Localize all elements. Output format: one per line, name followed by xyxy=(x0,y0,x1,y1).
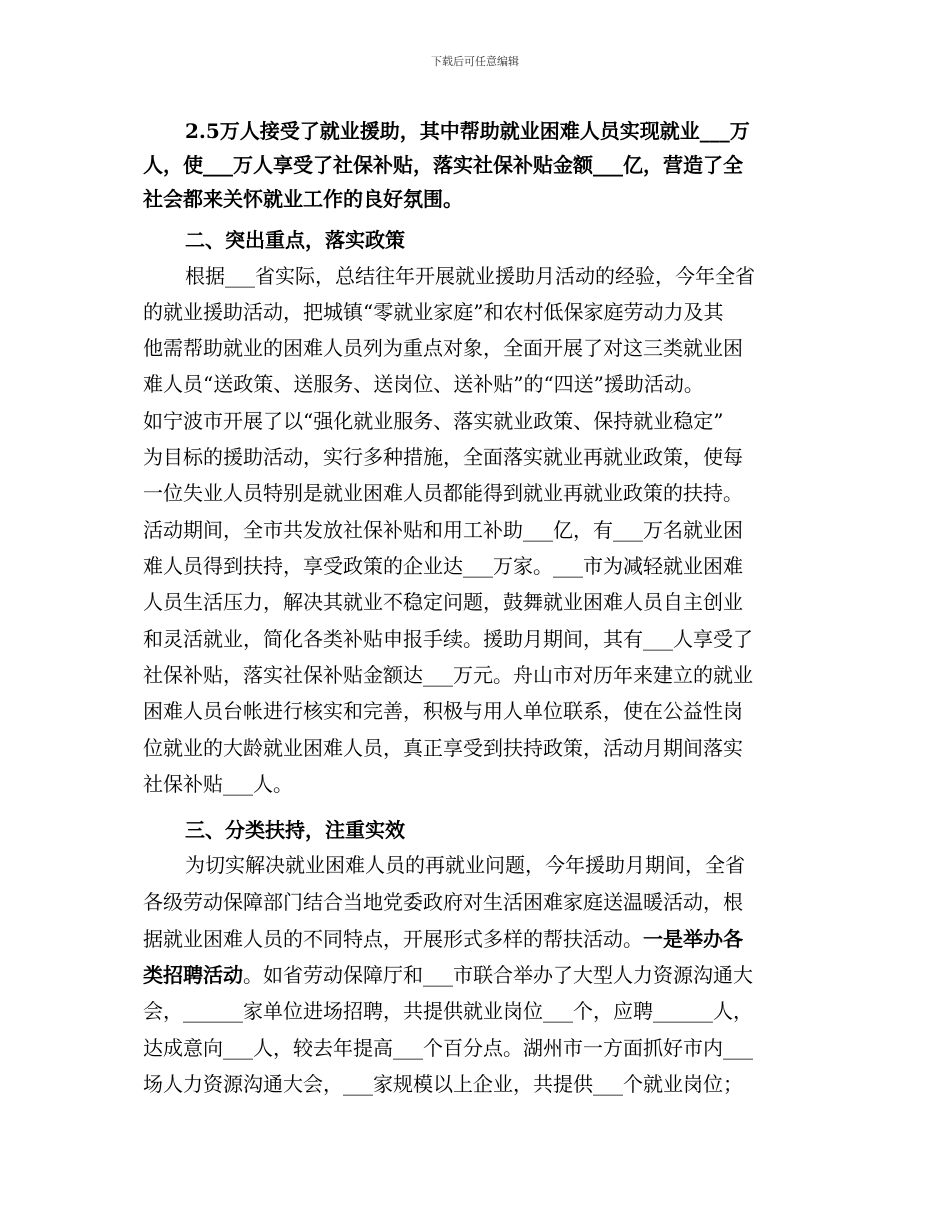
body-line-18: 位就业的大龄就业困难人员，真正享受到扶持政策，活动月期间落实 xyxy=(143,736,743,760)
body-line-10: 为目标的援助活动，实行多种措施，全面落实就业再就业政策，使每 xyxy=(143,445,743,469)
body-line-23 xyxy=(143,927,743,951)
body-line-1: 2.5万人接受了就业援助，其中帮助就业困难人员实现就业___万 xyxy=(185,119,750,143)
body-line-12: 活动期间，全市共发放社保补贴和用工补助___亿，有___万名就业困 xyxy=(143,518,743,542)
body-line-5: 根据___省实际，总结往年开展就业援助月活动的经验，今年全省 xyxy=(185,264,755,288)
body-line-24-text: 。如省劳动保障厅和___市联合举办了大型人力资源沟通大 xyxy=(243,963,753,987)
bold-phrase-part-1: 一是举办各 xyxy=(643,927,743,951)
body-line-13: 难人员得到扶持，享受政策的企业达___万家。___市为减轻就业困难 xyxy=(143,554,743,578)
body-line-27: 场人力资源沟通大会，___家规模以上企业，共提供___个就业岗位； xyxy=(143,1072,743,1096)
body-line-16: 社保补贴，落实社保补贴金额达___万元。舟山市对历年来建立的就业 xyxy=(143,663,753,687)
body-line-24 xyxy=(143,963,753,987)
body-line-17: 困难人员台帐进行核实和完善，积极与用人单位联系，使在公益性岗 xyxy=(143,699,743,723)
section-heading-2: 二、突出重点，落实政策 xyxy=(185,228,405,252)
body-line-11: 一位失业人员特别是就业困难人员都能得到就业再就业政策的扶持。 xyxy=(143,481,743,505)
body-line-7: 他需帮助就业的困难人员列为重点对象，全面开展了对这三类就业困 xyxy=(143,336,743,360)
body-line-19: 社保补贴___人。 xyxy=(143,772,293,796)
body-line-2: 人，使___万人享受了社保补贴，落实社保补贴金额___亿，营造了全 xyxy=(143,153,743,177)
body-line-21: 为切实解决就业困难人员的再就业问题，今年援助月期间，全省 xyxy=(185,853,745,877)
body-line-9: 如宁波市开展了以“强化就业服务、落实就业政策、保持就业稳定” xyxy=(143,409,724,433)
body-line-26: 达成意向___人，较去年提高___个百分点。湖州市一方面抓好市内___ xyxy=(143,1036,753,1060)
bold-phrase-part-2: 类招聘活动 xyxy=(143,963,243,987)
body-line-8: 难人员“送政策、送服务、送岗位、送补贴”的“四送”援助活动。 xyxy=(143,372,704,396)
body-line-25: 会，______家单位进场招聘，共提供就业岗位___个，应聘______人， xyxy=(143,999,753,1023)
body-line-22: 各级劳动保障部门结合当地党委政府对生活困难家庭送温暖活动，根 xyxy=(143,890,743,914)
body-line-6: 的就业援助活动，把城镇“零就业家庭”和农村低保家庭劳动力及其 xyxy=(143,300,724,324)
body-line-3: 社会都来关怀就业工作的良好氛围。 xyxy=(143,187,463,211)
body-line-15: 和灵活就业，简化各类补贴申报手续。援助月期间，其有___人享受了 xyxy=(143,627,753,651)
header-note: 下载后可任意编辑 xyxy=(431,55,519,68)
body-line-23-text: 据就业困难人员的不同特点，开展形式多样的帮扶活动。 xyxy=(143,927,643,951)
body-line-14: 人员生活压力，解决其就业不稳定问题，鼓舞就业困难人员自主创业 xyxy=(143,590,743,614)
section-heading-3: 三、分类扶持，注重实效 xyxy=(185,818,405,842)
